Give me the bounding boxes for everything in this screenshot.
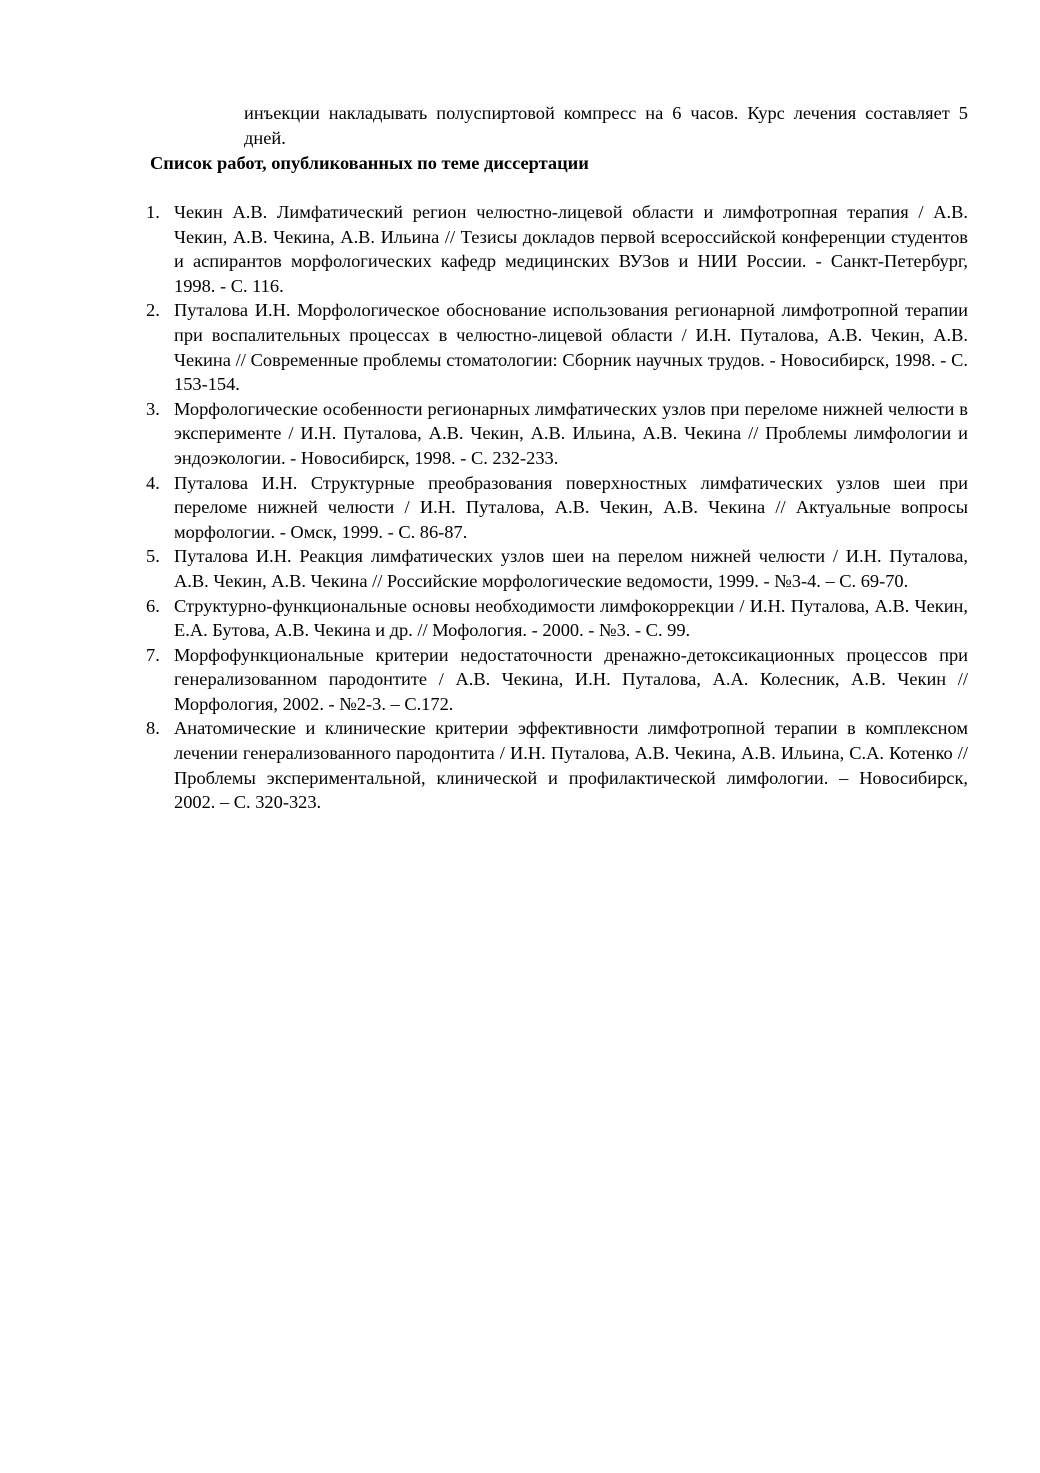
intro-paragraph: инъекции накладывать полуспиртовой компресс на 6 часов. Курс лечения составляет 5 дней. [244,103,968,148]
publication-item [146,594,968,643]
publication-text: Структурно-функциональные основы необходимости лимфокоррекции / И.Н. Путалова, А.В. Чекин, Е.А. Бутова, А.В. Чекина и др. // Мофология. - 2000. - №3. - С. 99. [174,595,968,641]
publication-item [146,200,968,298]
publication-item [146,716,968,814]
publication-number: 2. [146,300,160,321]
publication-text: Морфологические особенности регионарных лимфатических узлов при переломе нижней челюсти в эксперименте / И.Н. Путалова, А.В. Чекин, А.В. Ильина, А.В. Чекина // Проблемы лимфологии и эндоэкологии. - Новосибирск, 1998. - С. 232-233. [174,398,968,468]
publication-number: 4. [146,472,160,493]
publications-list [146,200,968,815]
publication-text: Путалова И.Н. Структурные преобразования поверхностных лимфатических узлов шеи при переломе нижней челюсти / И.Н. Путалова, А.В. Чекин, А.В. Чекина // Актуальные вопросы морфологии. - Омск, 1999. - С. 86-87. [174,472,968,542]
publication-item [146,298,968,396]
publication-item [146,643,968,717]
publication-text: Путалова И.Н. Реакция лимфатических узлов шеи на перелом нижней челюсти / И.Н. Путалова, А.В. Чекин, А.В. Чекина // Российские морфологические ведомости, 1999. - №3-4. – С. 69-70. [174,546,968,591]
publication-text: Чекин А.В. Лимфатический регион челюстно-лицевой области и лимфотропная терапия / А.В. Чекин, А.В. Чекина, А.В. Ильина // Тезисы докладов первой всероссийской конференции студентов и аспирантов морфологических кафедр медицинских ВУЗов и НИИ России. - Санкт-Петербург, 1998. - С. 116. [174,202,968,296]
publication-text: Анатомические и клинические критерии эффективности лимфотропной терапии в комплексном лечении генерализованного пародонтита / И.Н. Путалова, А.В. Чекина, А.В. Ильина, С.А. Котенко // Проблемы экспериментальной, клинической и профилактической лимфологии. – Новосибирск, 2002. – С. 320-323. [174,718,968,813]
publication-item [146,544,968,593]
publication-number: 1. [146,202,160,222]
publication-text: Морфофункциональные критерии недостаточности дренажно-детоксикационных процессов при генерализованном пародонтите / А.В. Чекина, И.Н. Путалова, А.А. Колесник, А.В. Чекин // Морфология, 2002. - №2-3. – С.172. [174,644,968,714]
publication-number: 5. [146,546,160,567]
publication-number: 8. [146,718,160,739]
publication-item [146,471,968,545]
publications-heading: Список работ, опубликованных по теме диссертации [150,153,589,173]
publication-text: Путалова И.Н. Морфологическое обоснование использования регионарной лимфотропной терапии при воспалительных процессах в челюстно-лицевой области / И.Н. Путалова, А.В. Чекин, А.В. Чекина // Современные проблемы стоматологии: Сборник научных трудов. - Новосибирск, 1998. - С. 153-154. [174,300,968,395]
publication-item [146,397,968,471]
publication-number: 7. [146,644,160,665]
publication-number: 6. [146,595,160,616]
publication-number: 3. [146,398,160,419]
